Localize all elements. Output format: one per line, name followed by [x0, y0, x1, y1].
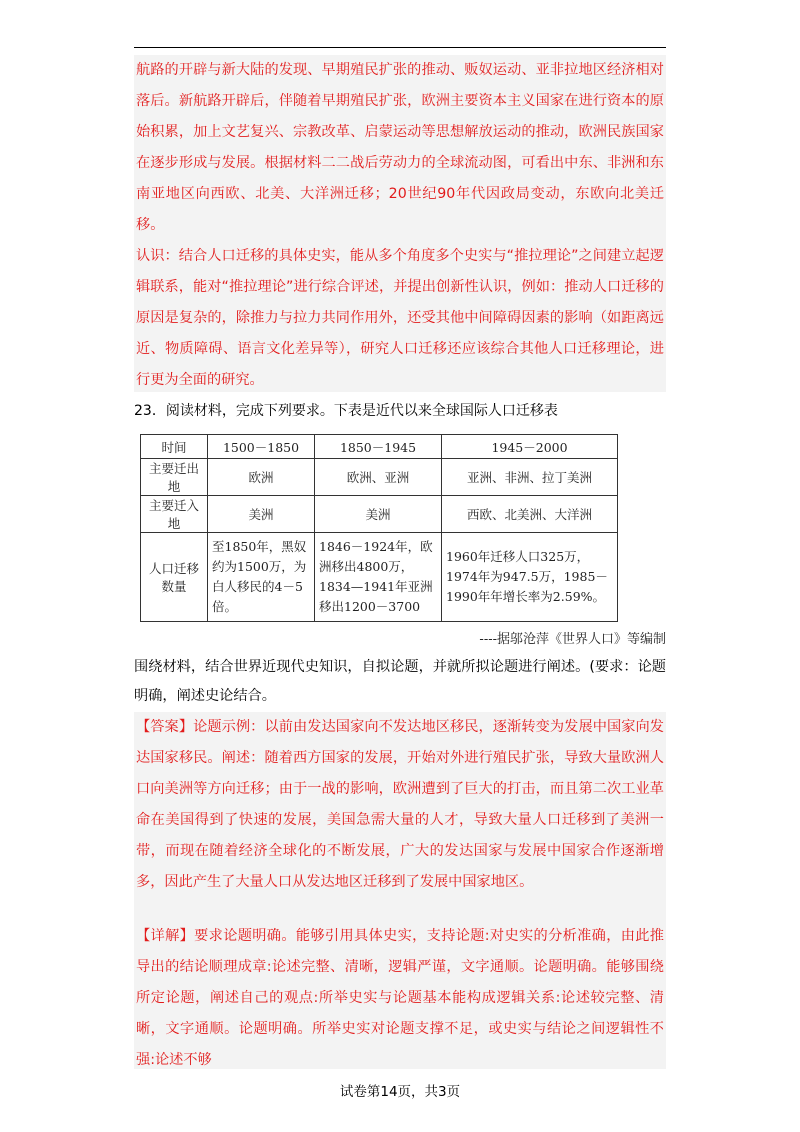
- table-cell: 主要迁出地: [141, 459, 208, 496]
- page-footer: 试卷第14页，共3页: [339, 1084, 461, 1100]
- answer-block: [134, 712, 666, 1069]
- table-source-note: ----据邬沧萍《世界人口》等编制: [479, 632, 666, 647]
- table-cell: 主要迁入地: [141, 496, 208, 533]
- answer-paragraph: 【答案】论题示例：以前由发达国家向不发达地区移民，逐渐转变为发展中国家向发达国家移民。阐述：随着西方国家的发展，开始对外进行殖民扩张，导致大量欧洲人口向美洲等方向迁移；由于一战的影响，欧洲遭到了巨大的打击，而且第二次工业革命在美国得到了快速的发展，美国急需大量的人才，导致大量人口迁移到了美洲一带，而现在随着经济全球化的不断发展，广大的发达国家与发展中国家合作逐渐增多，因此产生了大量人口从发达地区迁移到了发展中国家地区。: [136, 719, 664, 890]
- header-rule: [134, 47, 666, 48]
- table-cell: 1960年迁移人口325万，1974年为947.5万，1985－1990年年增长率为2.59%。: [442, 533, 618, 622]
- table-header-cell: 1945－2000: [442, 435, 618, 459]
- table-cell: 西欧、北美洲、大洋洲: [442, 496, 618, 533]
- table-cell: 欧洲、亚洲: [315, 459, 442, 496]
- table-cell: 人口迁移数量: [141, 533, 208, 622]
- question-23-instruction: 围绕材料，结合世界近现代史知识，自拟论题，并就所拟论题进行阐述。(要求：论题明确，阐述史论结合。: [134, 659, 666, 704]
- table-header-cell: 时间: [141, 435, 208, 459]
- analysis-paragraph: 航路的开辟与新大陆的发现、早期殖民扩张的推动、贩奴运动、亚非拉地区经济相对落后。新航路开辟后，伴随着早期殖民扩张，欧洲主要资本主义国家在进行资本的原始积累，加上文艺复兴、宗教改革、启蒙运动等思想解放运动的推动，欧洲民族国家在逐步形成与发展。根据材料二二战后劳动力的全球流动图，可看出中东、非洲和东南亚地区向西欧、北美、大洋洲迁移；20世纪90年代因政局变动，东欧向北美迁移。: [136, 62, 664, 233]
- table-cell: 美洲: [315, 496, 442, 533]
- table-cell: 美洲: [208, 496, 315, 533]
- migration-table: [140, 434, 618, 622]
- table-cell: 至1850年，黑奴约为1500万，为白人移民的4－5倍。: [208, 533, 315, 622]
- table-header-cell: 1500－1850: [208, 435, 315, 459]
- insight-paragraph: 认识：结合人口迁移的具体史实，能从多个角度多个史实与“推拉理论”之间建立起逻辑联系，能对“推拉理论”进行综合评述，并提出创新性认识，例如：推动人口迁移的原因是复杂的，除推力与拉力共同作用外，还受其他中间障碍因素的影响（如距离远近、物质障碍、语言文化差异等），研究人口迁移还应该综合其他人口迁移理论，进行更为全面的研究。: [136, 248, 664, 388]
- answer-block-previous: [134, 55, 666, 392]
- detail-paragraph: 【详解】要求论题明确。能够引用具体史实，支持论题:对史实的分析准确，由此推导出的结论顺理成章:论述完整、清晰，逻辑严谨，文字通顺。论题明确。能够围绕所定论题，阐述自己的观点:所举史实与论题基本能构成逻辑关系:论述较完整、清晰，文字通顺。论题明确。所举史实对论题支撑不足，或史实与结论之间逻辑性不强:论述不够: [136, 928, 664, 1068]
- table-header-cell: 1850－1945: [315, 435, 442, 459]
- table-cell: 亚洲、非洲、拉丁美洲: [442, 459, 618, 496]
- table-cell: 欧洲: [208, 459, 315, 496]
- question-23-stem: 23．阅读材料，完成下列要求。下表是近代以来全球国际人口迁移表: [134, 403, 558, 419]
- table-cell: 1846－1924年，欧洲移出4800万，1834—1941年亚洲移出1200－3700: [315, 533, 442, 622]
